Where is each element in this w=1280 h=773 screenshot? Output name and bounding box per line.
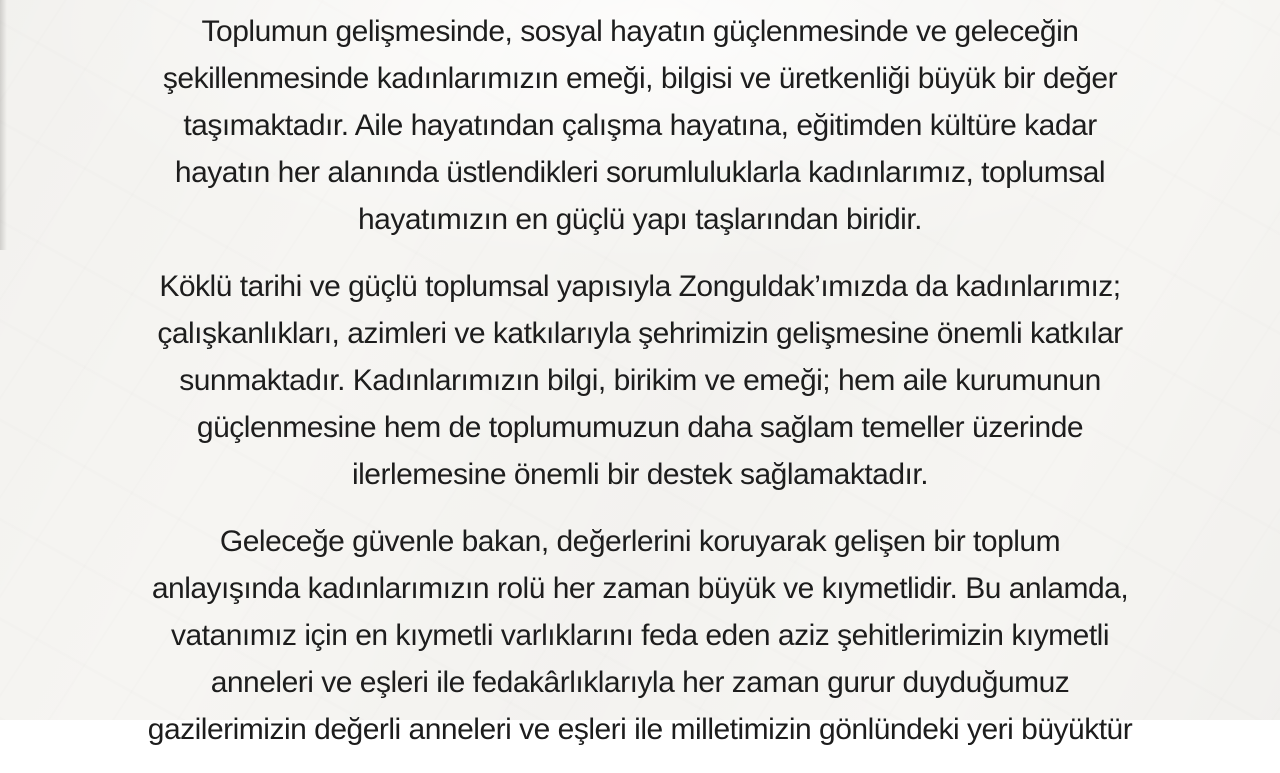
text-line: anlayışında kadınlarımızın rolü her zaman büyük ve kıymetlidir. Bu anlamda, — [151, 572, 1129, 605]
text-line: Köklü tarihi ve güçlü toplumsal yapısıyla Zonguldak’ımızda da kadınlarımız; — [159, 270, 1121, 303]
text-line: vatanımız için en kıymetli varlıklarını feda eden aziz şehitlerimizin kıymetli — [170, 619, 1110, 652]
text-line: Geleceğe güvenle bakan, değerlerini koruyarak gelişen bir toplum — [219, 525, 1061, 558]
text-line-clipped: gazilerimizin değerli anneleri ve eşleri ile milletimizin gönlündeki yeri büyüktür — [147, 713, 1133, 746]
text-line: ilerlemesine önemli bir destek sağlamaktadır. — [351, 458, 929, 491]
text-line: çalışkanlıkları, azimleri ve katkılarıyla şehrimizin gelişmesine önemli katkılar — [157, 317, 1123, 350]
text-line: taşımaktadır. Aile hayatından çalışma hayatına, eğitimden kültüre kadar — [183, 109, 1097, 142]
text-line: anneleri ve eşleri ile fedakârlıklarıyla her zaman gurur duyduğumuz — [210, 666, 1070, 699]
text-line: hayatımızın en güçlü yapı taşlarından biridir. — [358, 203, 922, 236]
text-line: güçlenmesine hem de toplumumuzun daha sağlam temeller üzerinde — [196, 411, 1084, 444]
text-line: Toplumun gelişmesinde, sosyal hayatın güçlenmesinde ve geleceğin — [201, 15, 1079, 48]
paragraph-3 — [40, 518, 1240, 753]
text-line: sunmaktadır. Kadınlarımızın bilgi, birikim ve emeği; hem aile kurumunun — [179, 364, 1101, 397]
message-text-block — [40, 8, 1240, 773]
left-edge-shade — [0, 0, 7, 250]
paragraph-2 — [40, 263, 1240, 498]
text-line: şekillenmesinde kadınlarımızın emeği, bilgisi ve üretkenliği büyük bir değer — [162, 62, 1118, 95]
paragraph-1 — [40, 8, 1240, 243]
text-line: hayatın her alanında üstlendikleri sorumluluklarla kadınlarımız, toplumsal — [174, 156, 1106, 189]
